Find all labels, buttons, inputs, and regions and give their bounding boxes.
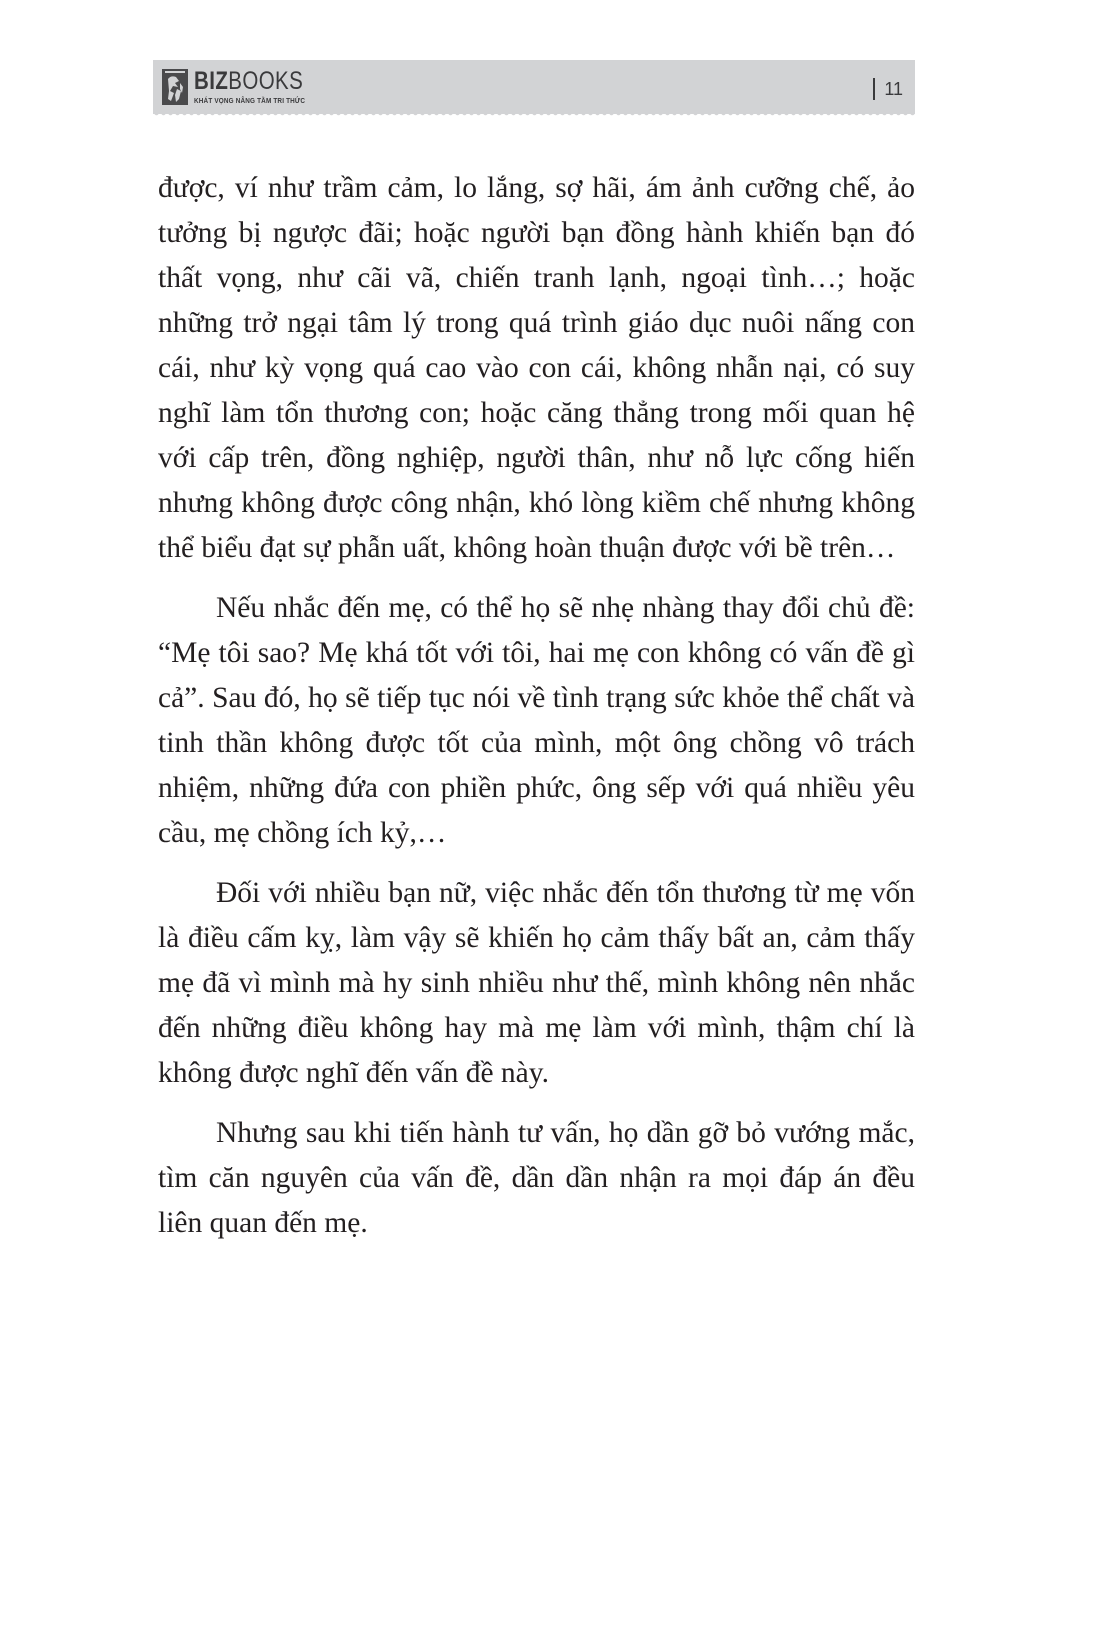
running-header bbox=[153, 60, 915, 114]
page-body bbox=[158, 166, 915, 1261]
publisher-logo bbox=[162, 69, 327, 105]
paragraph-continued: được, ví như trầm cảm, lo lắng, sợ hãi, ám ảnh cưỡng chế, ảo tưởng bị ngược đãi; hoặc người bạn đồng hành khiến bạn đó thất vọng, như cãi vã, chiến tranh lạnh, ngoại tình…; hoặc những trở ngại tâm lý trong quá trình giáo dục nuôi nấng con cái, như kỳ vọng quá cao vào con cái, không nhẫn nại, có suy nghĩ làm tổn thương con; hoặc căng thẳng trong mối quan hệ với cấp trên, đồng nghiệp, người thân, như nỗ lực cống hiến nhưng không được công nhận, khó lòng kiềm chế nhưng không thể biểu đạt sự phẫn uất, không hoàn thuận được với bề trên… bbox=[158, 172, 915, 564]
paragraph: Nếu nhắc đến mẹ, có thể họ sẽ nhẹ nhàng thay đổi chủ đề: “Mẹ tôi sao? Mẹ khá tốt với tôi, hai mẹ con không có vấn đề gì cả”. Sau đó, họ sẽ tiếp tục nói về tình trạng sức khỏe thể chất và tinh thần không được tốt của mình, một ông chồng vô trách nhiệm, những đứa con phiền phức, ông sếp với quá nhiều yêu cầu, mẹ chồng ích kỷ,… bbox=[158, 592, 915, 849]
brand-tagline: KHÁT VỌNG NÂNG TẦM TRI THỨC bbox=[194, 96, 306, 105]
brand-name-light: BOOKS bbox=[228, 67, 304, 95]
page-number-divider bbox=[873, 78, 875, 100]
brand-name-bold: BIZ bbox=[194, 67, 229, 95]
page-number bbox=[873, 78, 903, 100]
brand-name bbox=[194, 69, 303, 94]
paragraph: Đối với nhiều bạn nữ, việc nhắc đến tổn thương từ mẹ vốn là điều cấm kỵ, làm vậy sẽ khiến họ cảm thấy bất an, cảm thấy mẹ đã vì mình mà hy sinh nhiều như thế, mình không nên nhắc đến những điều không hay mà mẹ làm với mình, thậm chí là không được nghĩ đến vấn đề này. bbox=[158, 877, 915, 1089]
page-number-value: 11 bbox=[884, 78, 903, 99]
book-figure-icon bbox=[162, 69, 188, 105]
paragraph: Nhưng sau khi tiến hành tư vấn, họ dần gỡ bỏ vướng mắc, tìm căn nguyên của vấn đề, dần dần nhận ra mọi đáp án đều liên quan đến mẹ. bbox=[158, 1117, 915, 1239]
